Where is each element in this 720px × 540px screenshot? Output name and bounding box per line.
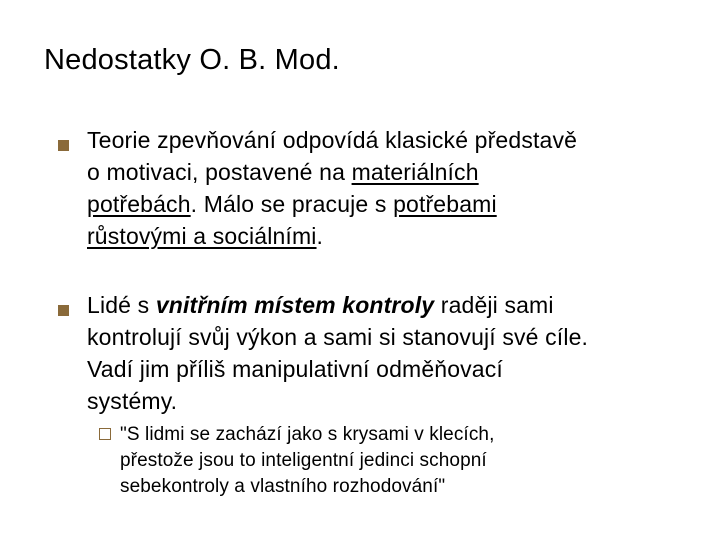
bullet-text [87,289,720,417]
sub-bullet-line: sebekontroly a vlastního rozhodování" [120,476,446,497]
text-run: o motivaci, postavené na [87,159,352,185]
bullet-line [87,289,720,321]
sub-bullet-line: přestože jsou to inteligentní jedinci schopní [120,450,487,471]
slide-title: Nedostatky O. B. Mod. [44,44,340,76]
text-run: Lidé s [87,292,156,318]
text-run: . [316,223,324,249]
square-bullet-icon [58,140,69,151]
text-run: . Málo se pracuje s [190,191,394,217]
sub-bullet-line: "S lidmi se zachází jako s krysami v klecích, [120,424,495,445]
bullet-line: kontrolují svůj výkon a sami si stanovují své cíle. [87,324,589,350]
sub-bullet-text [120,422,680,500]
bullet-line: Teorie zpevňování odpovídá klasické představě [87,127,578,153]
underlined-text: materiálních [351,159,479,185]
bullet-text [87,124,720,252]
text-run: raději sami [434,292,554,318]
checkbox-bullet-icon [99,428,111,440]
bullet-line: Vadí jim příliš manipulativní odměňovací [87,356,503,382]
underlined-text: potřebách [87,191,191,217]
bullet-line [87,188,720,220]
emphasized-text: vnitřním místem kontroly [155,292,435,318]
bullet-line [87,156,720,188]
underlined-text: růstovými a sociálními [87,223,317,249]
bullet-line [87,220,720,252]
bullet-line: systémy. [87,388,178,414]
square-bullet-icon [58,305,69,316]
underlined-text: potřebami [393,191,497,217]
